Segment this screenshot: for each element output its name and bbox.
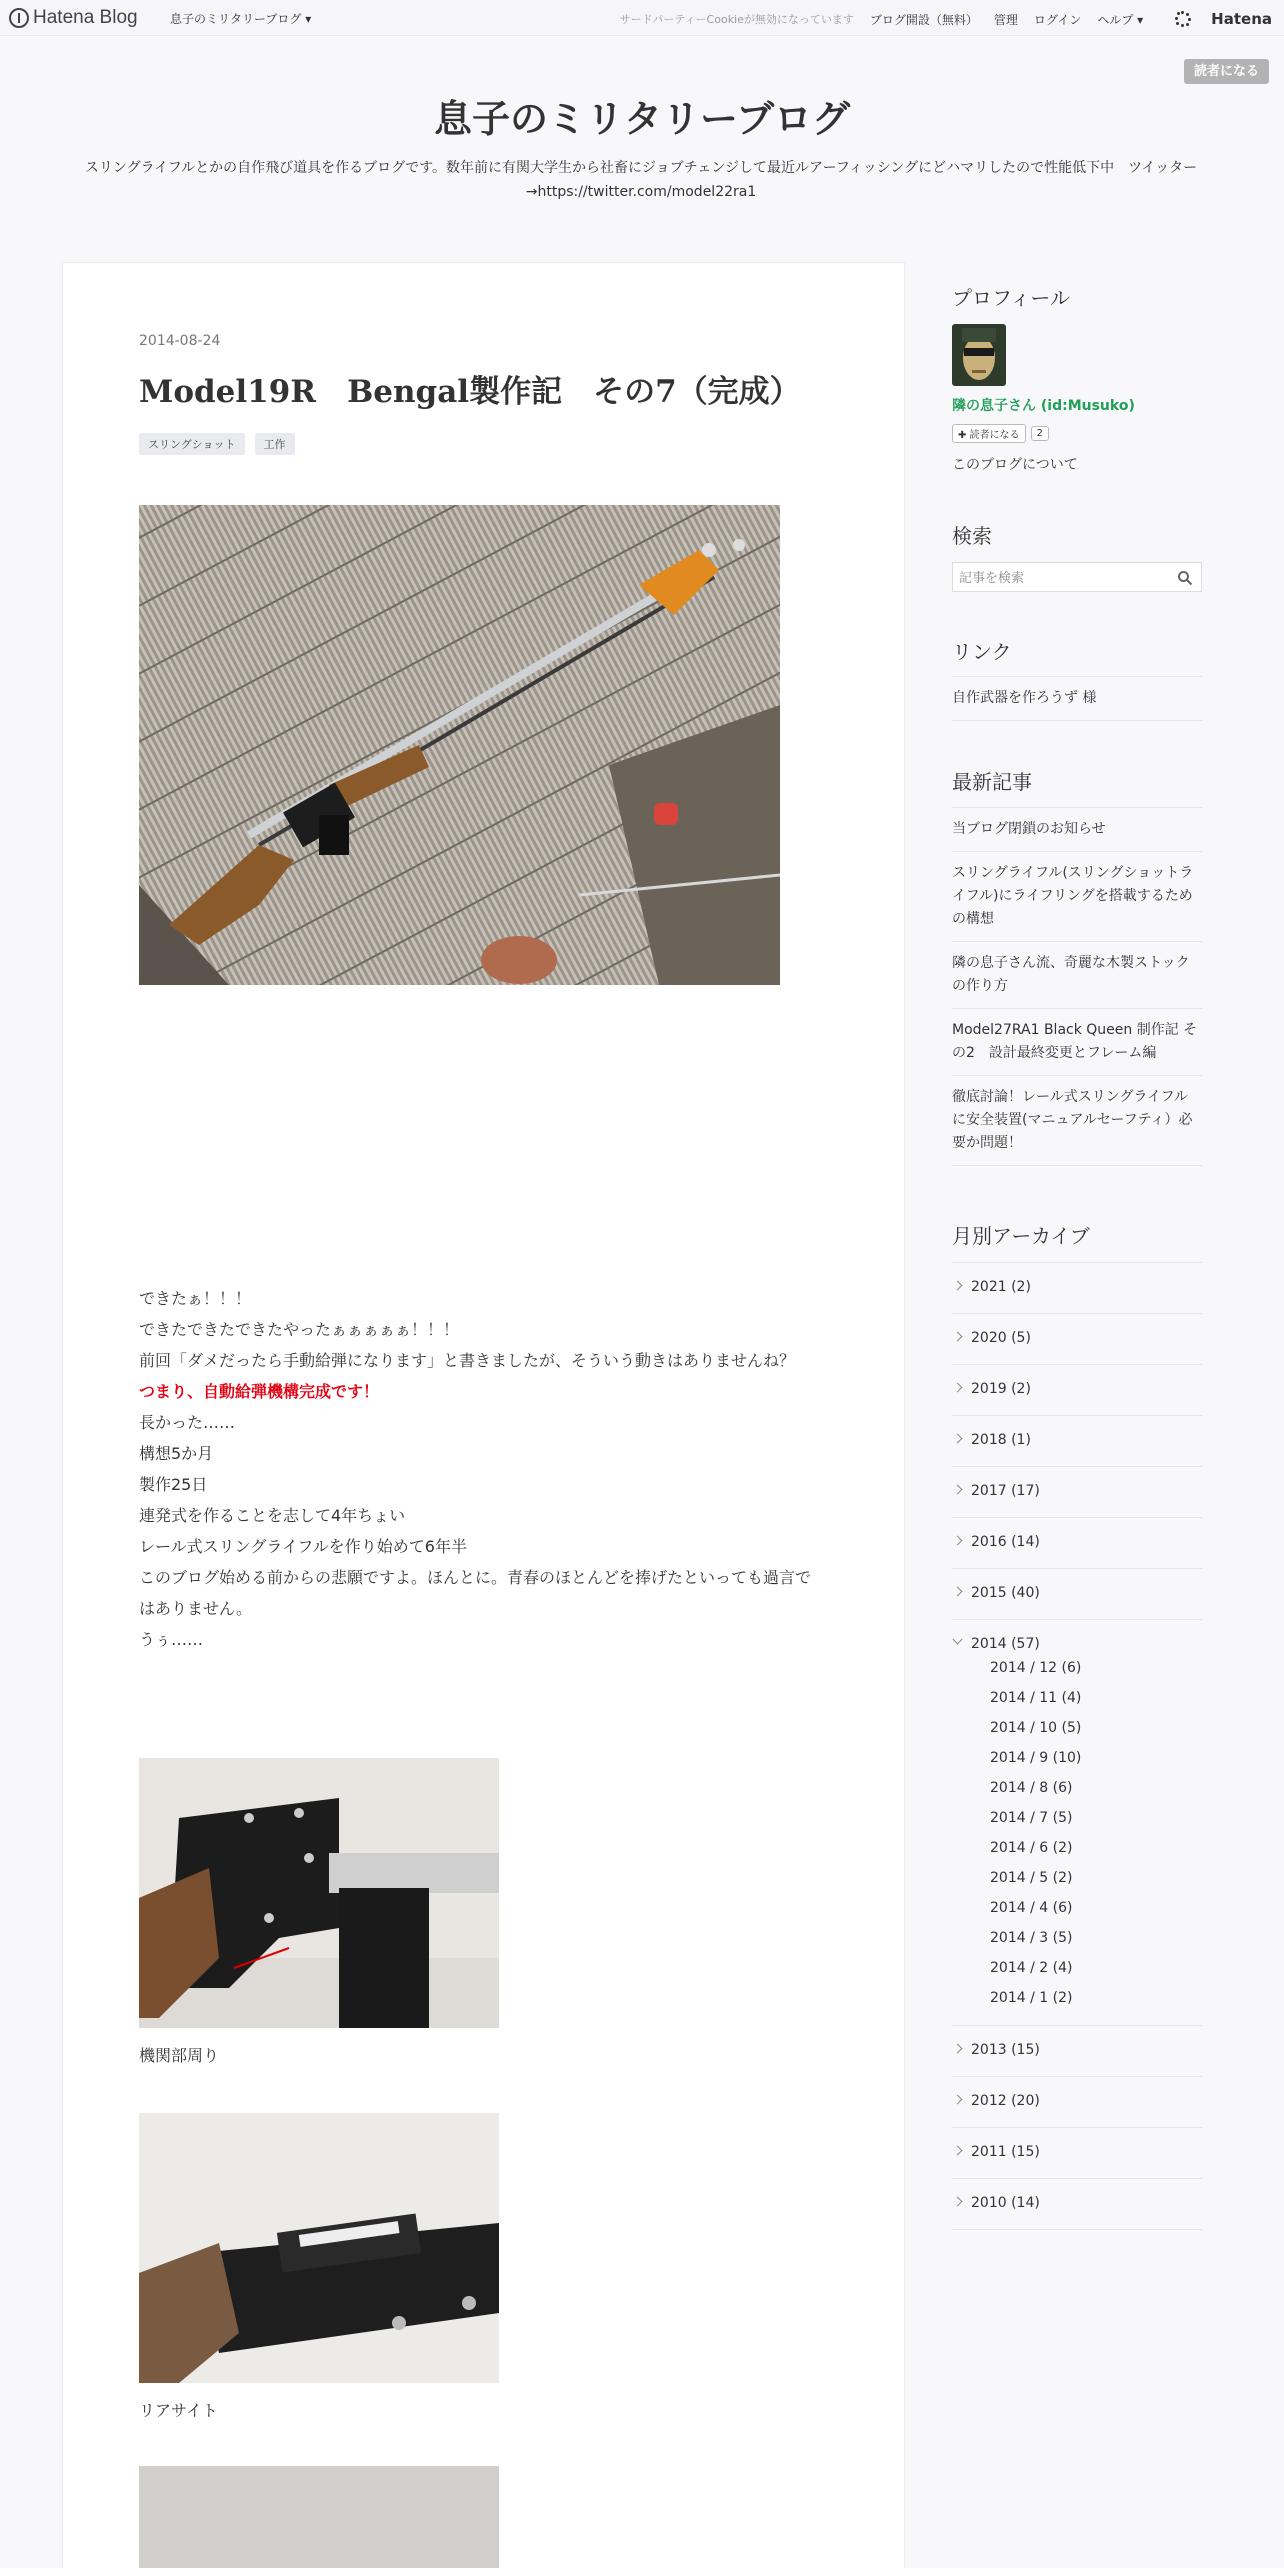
- cookie-notice: サードパーティーCookieが無効になっています: [619, 13, 854, 26]
- entry-body: [139, 1283, 819, 1655]
- chevron-right-icon: [953, 2146, 963, 2156]
- avatar[interactable]: [952, 324, 1006, 386]
- chevron-right-icon: [953, 1383, 963, 1393]
- chevron-right-icon: [953, 2197, 963, 2207]
- search-module: [952, 520, 1202, 549]
- archive-year[interactable]: [952, 1314, 1202, 1365]
- chevron-right-icon: [953, 1536, 963, 1546]
- entry-date[interactable]: 2014-08-24: [139, 333, 221, 349]
- search-icon[interactable]: [1177, 570, 1193, 586]
- archive-year-label: 2017 (17): [971, 1483, 1040, 1499]
- chevron-right-icon: [953, 1332, 963, 1342]
- chevron-right-icon: [953, 2044, 963, 2054]
- recent-entry-link[interactable]: 当ブログ閉鎖のお知らせ: [952, 808, 1202, 852]
- archive-year[interactable]: [952, 2077, 1202, 2128]
- archive-year[interactable]: [952, 2179, 1202, 2230]
- paragraph: 長かった……: [139, 1413, 236, 1432]
- paragraph: 連発式を作ることを志して4年ちょい: [139, 1506, 406, 1525]
- archive-month-link[interactable]: 2014 / 12 (6): [990, 1660, 1082, 1676]
- paragraph: 前回「ダメだったら手動給弾になります」と書きましたが、そういう動きはありませんね？: [139, 1351, 796, 1370]
- archive-module: [952, 1220, 1202, 1249]
- hatena-label: Hatena: [1211, 10, 1272, 28]
- recent-entry-link[interactable]: Model27RA1 Black Queen 制作記 その2 設計最終変更とフレーム編: [952, 1009, 1202, 1076]
- subscribe-small-button[interactable]: ✚ 読者になる: [952, 424, 1026, 443]
- archive-year[interactable]: [952, 1263, 1202, 1314]
- archive-year[interactable]: [952, 1467, 1202, 1518]
- blog-title[interactable]: 息子のミリタリーブログ: [433, 97, 851, 141]
- recent-module: [952, 766, 1202, 795]
- rear-sight-photo: [139, 2113, 499, 2383]
- archive-year-label: 2021 (2): [971, 1279, 1031, 1295]
- links-module: [952, 636, 1202, 665]
- entry-title[interactable]: Model19R Bengal製作記 その7（完成）: [139, 374, 801, 410]
- search-box: [952, 562, 1202, 592]
- subscriber-count[interactable]: 2: [1031, 426, 1049, 441]
- archive-list: [952, 1262, 1202, 2230]
- profile-module: [952, 282, 1202, 311]
- chevron-down-icon: [953, 1635, 963, 1645]
- module-heading: 月別アーカイブ: [952, 1224, 1090, 1248]
- module-heading: 最新記事: [952, 770, 1032, 794]
- archive-month-link[interactable]: 2014 / 2 (4): [990, 1960, 1073, 1976]
- paragraph: レール式スリングライフルを作り始めて6年半: [139, 1537, 467, 1556]
- chevron-right-icon: [953, 1281, 963, 1291]
- archive-year-label: 2012 (20): [971, 2093, 1040, 2109]
- archive-year-expanded: [952, 1620, 1202, 2026]
- paragraph: うぅ……: [139, 1630, 204, 1649]
- archive-year[interactable]: [952, 2026, 1202, 2077]
- header-right-menu: [604, 10, 1272, 28]
- search-input[interactable]: [959, 569, 1169, 587]
- links-list: [952, 676, 1202, 721]
- archive-month-link[interactable]: 2014 / 7 (5): [990, 1810, 1073, 1826]
- category-tag[interactable]: スリングショット: [139, 433, 245, 455]
- chevron-right-icon: [953, 2095, 963, 2105]
- subscribe-button[interactable]: 読者になる: [1184, 59, 1269, 84]
- archive-year-label: 2010 (14): [971, 2195, 1040, 2211]
- profile-name-link[interactable]: 隣の息子さん (id:Musuko): [952, 398, 1135, 414]
- reader-button-group: [952, 424, 1049, 443]
- category-tag[interactable]: 工作: [255, 433, 295, 455]
- archive-month-link[interactable]: 2014 / 9 (10): [990, 1750, 1082, 1766]
- archive-year-label: 2011 (15): [971, 2144, 1040, 2160]
- chevron-right-icon: [953, 1587, 963, 1597]
- module-heading: リンク: [952, 640, 1012, 664]
- archive-month-link[interactable]: 2014 / 5 (2): [990, 1870, 1073, 1886]
- module-heading: プロフィール: [952, 286, 1070, 310]
- archive-year[interactable]: [952, 2128, 1202, 2179]
- recent-entries-list: [952, 807, 1202, 1166]
- blog-description: スリングライフルとかの自作飛び道具を作るブログです。数年前に有関大学生から社畜にジョブチェンジして最近ルアーフィッシングにどハマリしたので性能低下中 ツイッター→https://twitter.com/model22ra1: [84, 160, 1198, 200]
- archive-year-label: 2018 (1): [971, 1432, 1031, 1448]
- login-link[interactable]: ログイン: [1033, 12, 1082, 27]
- archive-year[interactable]: [952, 1518, 1202, 1569]
- archive-year[interactable]: [952, 1620, 1202, 1671]
- photo-caption: 機関部周り: [139, 2046, 220, 2065]
- hatena-link[interactable]: [1159, 10, 1272, 28]
- archive-month-link[interactable]: 2014 / 8 (6): [990, 1780, 1073, 1796]
- mechanism-photo: [139, 1758, 499, 2028]
- about-blog-link[interactable]: このブログについて: [952, 457, 1078, 473]
- hatena-dots-icon: [1175, 11, 1191, 27]
- chevron-right-icon: [953, 1434, 963, 1444]
- archive-month-link[interactable]: 2014 / 11 (4): [990, 1690, 1082, 1706]
- blog-menu-dropdown[interactable]: 息子のミリタリーブログ ▾: [170, 12, 312, 26]
- photo-caption: リアサイト: [139, 2401, 218, 2420]
- archive-month-link[interactable]: 2014 / 4 (6): [990, 1900, 1073, 1916]
- archive-month-link[interactable]: 2014 / 3 (5): [990, 1930, 1073, 1946]
- module-heading: 検索: [952, 524, 992, 548]
- hatena-blog-logo[interactable]: [9, 7, 138, 29]
- archive-month-link[interactable]: 2014 / 1 (2): [990, 1990, 1073, 2006]
- paragraph: 構想5か月: [139, 1444, 214, 1463]
- rifle-photo: [139, 505, 780, 985]
- recent-entry-link[interactable]: 隣の息子さん流、奇麗な木製ストックの作り方: [952, 942, 1202, 1009]
- manage-link[interactable]: 管理: [993, 12, 1018, 27]
- archive-year-label: 2014 (57): [971, 1636, 1040, 1652]
- emphasis-paragraph: つまり、自動給弾機構完成です！: [139, 1382, 380, 1401]
- chevron-right-icon: [953, 1485, 963, 1495]
- archive-year-label: 2013 (15): [971, 2042, 1040, 2058]
- paragraph: このブログ始める前からの悲願ですよ。ほんとに。青春のほとんどを捧げたといっても過言ではありません。: [139, 1568, 812, 1618]
- hatena-blog-logo-icon: [9, 8, 29, 28]
- entry-categories: [139, 433, 305, 455]
- archive-year[interactable]: [952, 1569, 1202, 1620]
- help-menu[interactable]: ヘルプ ▾: [1097, 12, 1144, 27]
- archive-month-link[interactable]: 2014 / 6 (2): [990, 1840, 1073, 1856]
- logo-text: Hatena Blog: [33, 7, 138, 28]
- archive-months: [952, 1653, 1202, 2025]
- paragraph: できたぁ！！！: [139, 1289, 252, 1308]
- archive-month-link[interactable]: 2014 / 10 (5): [990, 1720, 1082, 1736]
- link-item[interactable]: 自作武器を作ろうず 様: [952, 677, 1202, 721]
- archive-year-label: 2020 (5): [971, 1330, 1031, 1346]
- archive-year[interactable]: [952, 1416, 1202, 1467]
- archive-year-label: 2019 (2): [971, 1381, 1031, 1397]
- article-card: [62, 262, 905, 2568]
- archive-year-label: 2016 (14): [971, 1534, 1040, 1550]
- archive-year-label: 2015 (40): [971, 1585, 1040, 1601]
- open-blog-link[interactable]: ブログ開設（無料）: [869, 12, 978, 27]
- paragraph: 製作25日: [139, 1475, 208, 1494]
- archive-year[interactable]: [952, 1365, 1202, 1416]
- paragraph: できたできたできたやったぁぁぁぁぁ！！！: [139, 1320, 460, 1339]
- photo-partial: [139, 2466, 499, 2568]
- recent-entry-link[interactable]: スリングライフル(スリングショットライフル)にライフリングを搭載するための構想: [952, 852, 1202, 942]
- recent-entry-link[interactable]: 徹底討論！レール式スリングライフルに安全装置(マニュアルセーフティ）必要か問題！: [952, 1076, 1202, 1166]
- global-header: [0, 0, 1284, 36]
